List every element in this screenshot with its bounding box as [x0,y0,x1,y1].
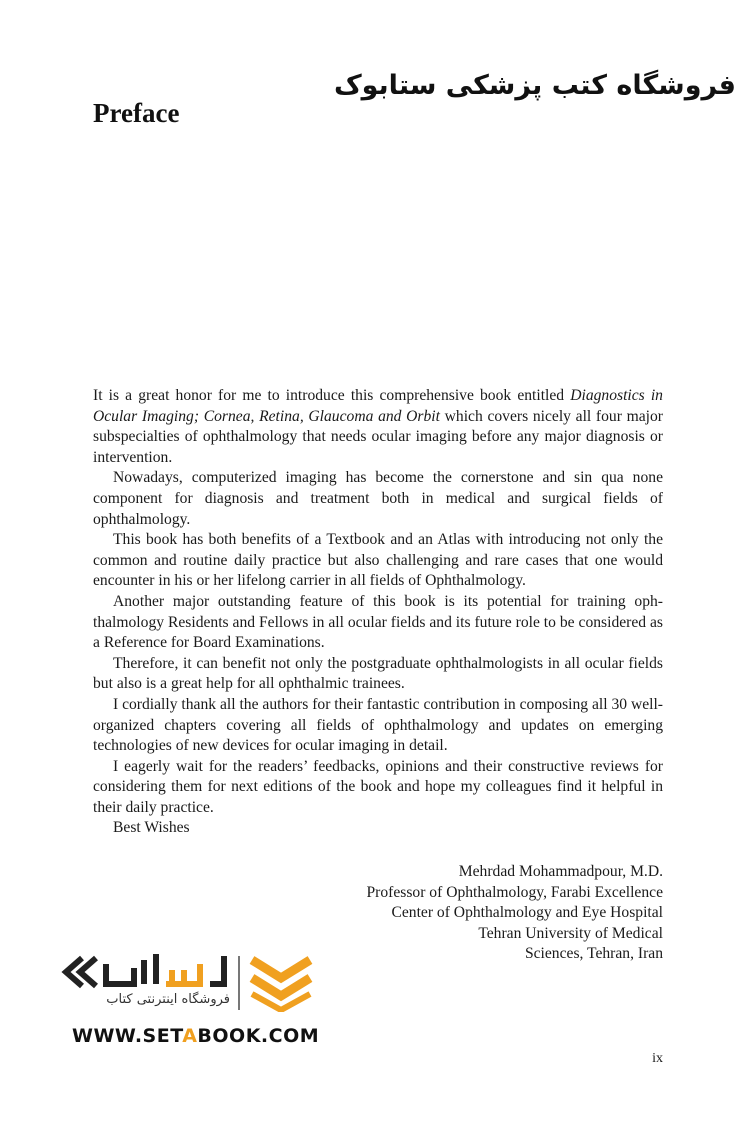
book-chevron-icon [246,952,316,1012]
page-title: Preface [93,98,180,128]
paragraph-7: I eagerly wait for the readers’ feedbacks, opinions and their constructive reviews for considering them for next editions of the book and hope my colleagues find it helpful in their daily practice. [93,757,663,816]
logo-divider [238,956,240,1010]
logo-tagline: فروشگاه اینترنتی کتاب [106,992,230,1007]
author-affiliation-line-3: Sciences, Tehran, Iran [524,945,663,963]
paragraph-1-lead: It is a great honor for me to introduce this comprehensive book entitled [93,387,571,404]
author-name: Mehrdad Mohammadpour, M.D. [458,863,663,880]
paragraph-1-tail: which covers nicely all four major subspecialties of ophthalmology that needs ocular imaging before any major diagnosis or intervention. [93,407,663,466]
setabook-wordmark-icon [60,948,230,996]
url-accent-letter: A [182,1025,198,1047]
author-affiliation-line-2: Tehran University of Medical [478,924,663,942]
store-url [72,1025,319,1047]
paragraph-4: Another major outstanding feature of this book is its potential for training ophthalmology Residents and Fellows in all ocular fields and its future role to be considered as a Reference for Board Examinations. [93,592,663,652]
paragraph-1 [93,386,663,468]
paragraph-6: I cordially thank all the authors for their fantastic contribution in composing all 30 well-organized chapters covering all fields of ophthalmology and updates on emerging technologies of new devices for ocular imaging in detail. [93,695,663,755]
paragraph-5: Therefore, it can benefit not only the postgraduate ophthalmologists in all ocular fields but also is a great help for all ophthalmic trainees. [93,654,663,693]
url-suffix: BOOK.COM [197,1025,320,1047]
book-title-italic: Diagnostics in Ocular Imaging; Cornea, Retina, Glaucoma and Orbit [93,387,663,425]
paragraph-2: Nowadays, computerized imaging has become the cornerstone and sin qua none component for diagnosis and treatment both in medical and surgical fields of ophthalmology. [93,469,663,528]
preface-body [93,386,663,839]
closing-line: Best Wishes [113,819,190,837]
setabook-logo [60,948,330,1058]
url-prefix: WWW.SET [72,1025,183,1047]
author-signature-block [367,862,664,965]
author-title: Professor of Ophthalmology, Farabi Excellence [366,883,663,901]
author-affiliation-line-1: Center of Ophthalmology and Eye Hospital [391,904,663,922]
paragraph-3: This book has both benefits of a Textbook and an Atlas with introducing not only the common and routine daily practice but also challenging and rare cases that one would encounter in his or her lifelong carrier in all fields of Ophthalmology. [93,531,663,590]
watermark-store-title: فروشگاه کتب پزشکی ستابوک [333,70,736,101]
page-number: ix [652,1051,663,1066]
